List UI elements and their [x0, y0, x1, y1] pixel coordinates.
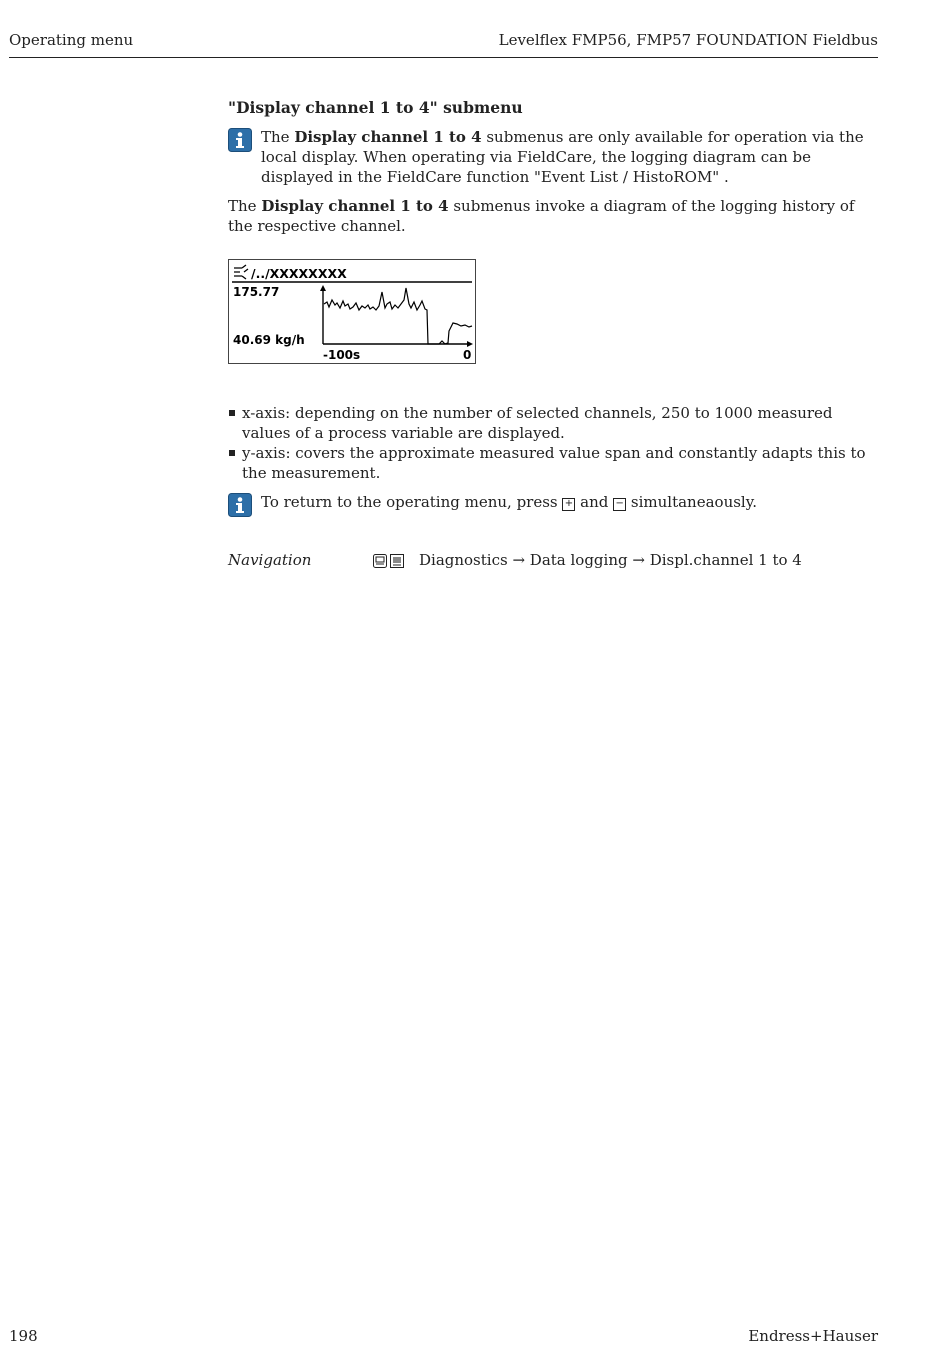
logging-diagram-display [228, 259, 476, 364]
page-number: 198 [9, 1327, 38, 1345]
note-text: To return to the operating menu, press + and − simultaneaously. [261, 493, 757, 511]
list-item: x-axis: depending on the number of selected channels, 250 to 1000 measured values of a process variable are displayed. [228, 403, 878, 443]
header-rule [9, 57, 878, 58]
axis-bullet-list [228, 403, 878, 483]
minus-key-icon: − [613, 498, 626, 511]
lcd-path: /../XXXXXXXX [251, 266, 347, 281]
lcd-y-min: 40.69 kg/h [233, 333, 305, 347]
lcd-x-start: -100s [323, 348, 361, 362]
navigation-icons [373, 553, 405, 572]
header-section: Operating menu [9, 31, 134, 49]
description-paragraph: The Display channel 1 to 4 submenus invoke a diagram of the logging history of the respective channel. [228, 197, 855, 235]
info-icon [228, 128, 252, 152]
info-icon [228, 493, 252, 517]
note-text: The Display channel 1 to 4 submenus are only available for operation via the local display. When operating via FieldCare, the logging diagram can be displayed in the FieldCare function "Event List / HistoROM" . [261, 128, 864, 186]
menu-path-icon [234, 265, 248, 279]
info-note-return [228, 492, 878, 512]
footer-brand: Endress+Hauser [748, 1327, 878, 1345]
info-note-display [228, 127, 878, 187]
section-title: "Display channel 1 to 4" submenu [228, 98, 523, 117]
plus-key-icon: + [562, 498, 575, 511]
navigation-label: Navigation [228, 551, 312, 569]
lcd-x-end: 0 [463, 348, 472, 362]
operating-tool-icon [391, 555, 404, 568]
navigation-path: Diagnostics → Data logging → Displ.channel 1 to 4 [419, 551, 802, 569]
lcd-axes [320, 285, 473, 347]
local-display-icon [374, 555, 387, 568]
lcd-trend-line [324, 288, 472, 344]
header-product: Levelflex FMP56, FMP57 FOUNDATION Fieldbus [498, 31, 878, 49]
lcd-y-max: 175.77 [233, 285, 280, 299]
list-item: y-axis: covers the approximate measured value span and constantly adapts this to the measurement. [228, 443, 878, 483]
